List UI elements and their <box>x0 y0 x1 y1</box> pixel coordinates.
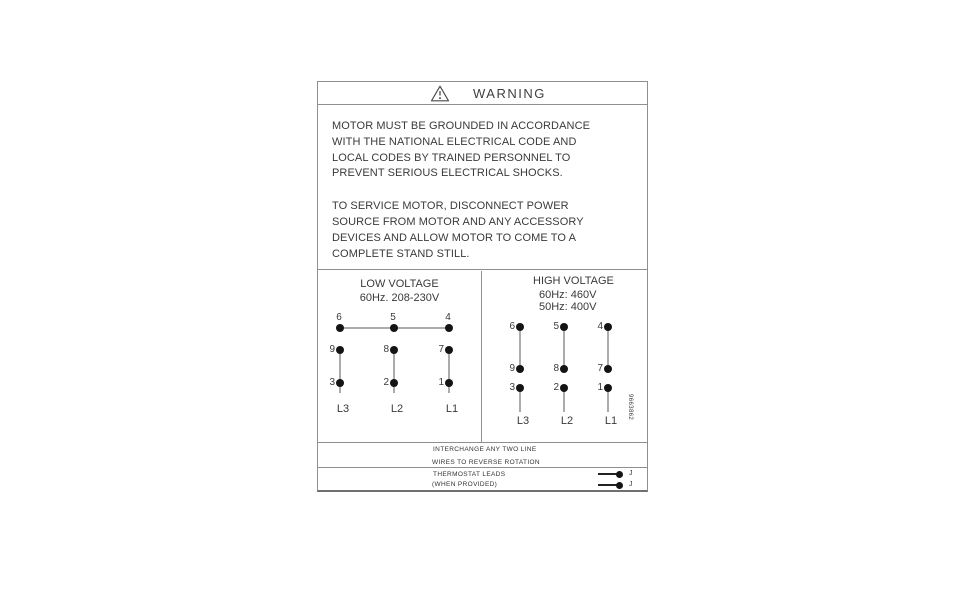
terminal-number: 3 <box>329 377 335 388</box>
power-line-label: L2 <box>560 415 574 427</box>
terminal-number: 9 <box>509 363 515 374</box>
terminal-number: 7 <box>438 344 444 355</box>
thermostat-lead-wire <box>598 484 617 486</box>
terminal-number: 5 <box>390 312 396 323</box>
terminal-number: 1 <box>597 382 603 393</box>
warning-text-line: WITH THE NATIONAL ELECTRICAL CODE AND <box>332 135 577 148</box>
diagram-voltage-spec: 50Hz: 400V <box>539 301 597 313</box>
connector-line <box>563 327 565 369</box>
rotation-note-line: WIRES TO REVERSE ROTATION <box>432 459 540 466</box>
connector-line <box>519 327 521 369</box>
terminal-dot <box>336 379 344 387</box>
terminal-number: 4 <box>445 312 451 323</box>
motor-warning-label <box>317 81 648 492</box>
terminal-dot <box>516 365 524 373</box>
warning-title: WARNING <box>473 86 546 101</box>
warning-header <box>318 82 647 105</box>
connector-line <box>607 327 609 369</box>
terminal-dot <box>604 323 612 331</box>
terminal-number: 8 <box>383 344 389 355</box>
terminal-dot <box>445 379 453 387</box>
thermostat-lead-dot <box>616 482 623 489</box>
terminal-dot <box>560 323 568 331</box>
thermostat-lead-dot <box>616 471 623 478</box>
rotation-note-row <box>318 443 647 468</box>
thermostat-leads-row <box>318 469 647 490</box>
warning-triangle-icon <box>430 85 450 102</box>
terminal-number: 2 <box>383 377 389 388</box>
power-line-label: L3 <box>336 403 350 415</box>
terminal-dot <box>390 346 398 354</box>
terminal-dot <box>445 324 453 332</box>
thermostat-note-line: THERMOSTAT LEADS <box>433 471 506 478</box>
wiring-diagrams-section <box>318 271 647 443</box>
part-number: 9663862 <box>627 394 633 421</box>
terminal-dot <box>336 324 344 332</box>
terminal-dot <box>390 379 398 387</box>
terminal-number: 5 <box>553 321 559 332</box>
terminal-number: 1 <box>438 377 444 388</box>
power-line-label: L2 <box>390 403 404 415</box>
warning-text-line: SOURCE FROM MOTOR AND ANY ACCESSORY <box>332 215 584 228</box>
terminal-number: 6 <box>336 312 342 323</box>
warning-text-line: MOTOR MUST BE GROUNDED IN ACCORDANCE <box>332 120 591 132</box>
power-line-label: L1 <box>604 415 618 427</box>
warning-paragraph-service <box>332 199 639 262</box>
warning-text-line: PREVENT SERIOUS ELECTRICAL SHOCKS. <box>332 167 563 180</box>
terminal-number: 4 <box>597 321 603 332</box>
terminal-number: 9 <box>329 344 335 355</box>
rotation-note-line: INTERCHANGE ANY TWO LINE <box>433 446 537 453</box>
thermostat-lead-label: J <box>629 481 633 488</box>
diagram-title: LOW VOLTAGE <box>360 278 439 290</box>
thermostat-lead-label: J <box>629 470 633 477</box>
diagram-voltage-spec: 60Hz: 460V <box>539 289 597 301</box>
diagram-title: HIGH VOLTAGE <box>533 275 614 287</box>
diagram-voltage-spec: 60Hz. 208-230V <box>359 292 440 304</box>
terminal-number: 6 <box>509 321 515 332</box>
terminal-dot <box>336 346 344 354</box>
terminal-dot <box>560 384 568 392</box>
terminal-dot <box>445 346 453 354</box>
terminal-dot <box>516 323 524 331</box>
terminal-dot <box>516 384 524 392</box>
low-voltage-diagram <box>318 271 481 442</box>
warning-text-line: TO SERVICE MOTOR, DISCONNECT POWER <box>332 200 569 213</box>
terminal-dot <box>560 365 568 373</box>
warning-text-line: COMPLETE STAND STILL. <box>332 247 470 260</box>
thermostat-lead-wire <box>598 473 617 475</box>
warning-text-line: LOCAL CODES BY TRAINED PERSONNEL TO <box>332 151 571 164</box>
power-line-label: L3 <box>516 415 530 427</box>
high-voltage-diagram <box>481 271 647 442</box>
terminal-dot <box>604 365 612 373</box>
terminal-number: 2 <box>553 382 559 393</box>
warning-text-section <box>318 105 647 270</box>
terminal-number: 3 <box>509 382 515 393</box>
power-line-label: L1 <box>445 403 459 415</box>
terminal-number: 7 <box>597 363 603 374</box>
thermostat-note-line: (WHEN PROVIDED) <box>432 481 498 488</box>
terminal-number: 8 <box>553 363 559 374</box>
warning-paragraph-grounding <box>332 119 639 182</box>
terminal-dot <box>390 324 398 332</box>
terminal-dot <box>604 384 612 392</box>
warning-text-line: DEVICES AND ALLOW MOTOR TO COME TO A <box>332 231 577 244</box>
